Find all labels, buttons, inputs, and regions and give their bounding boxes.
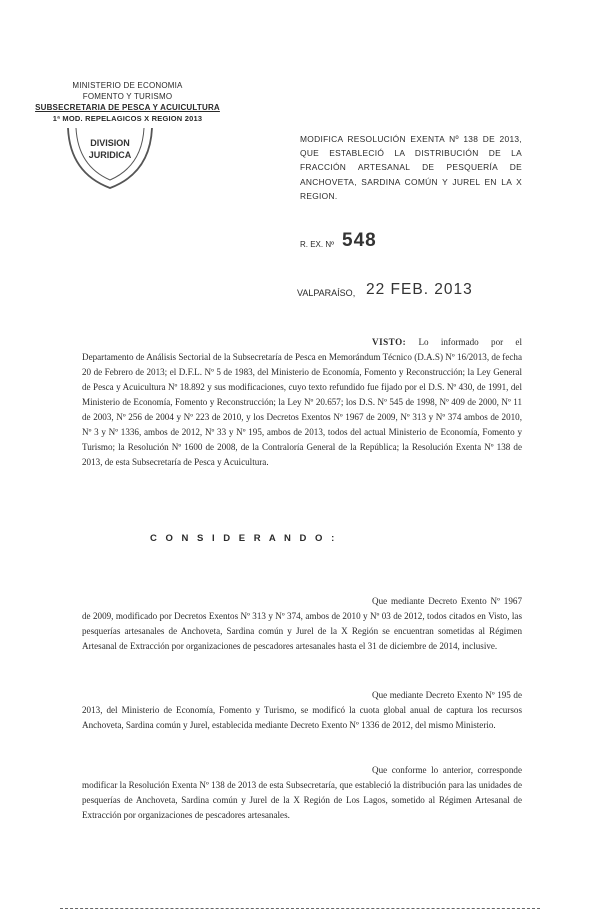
date-stamp: 22 FEB. 2013 [366,281,473,298]
stamp-text-line-2: JURIDICA [88,150,132,160]
header-line-ministry: MINISTERIO DE ECONOMIA [72,81,183,90]
visto-label: VISTO: [372,337,407,347]
header-line-subsecretaria: SUBSECRETARIA DE PESCA Y ACUICULTURA [35,103,220,112]
division-juridica-stamp [60,128,160,190]
considerando-1: Que mediante Decreto Exento Nº 1967 de 2009, modificado por Decretos Exentos Nº 313 y Nº 374, ambos de 2010 y Nº 03 de 2012, todos citados en Visto, las pesquerías artesanales de Anchoveta, Sardina común y Jurel de la X Región se encuentran sometidas al Régimen Artesanal de Extracción por organizaciones de pescadores artesanales hasta el 31 de diciembre de 2014, inclusive. [82,596,522,651]
visto-text: Lo informado por el Departamento de Análisis Sectorial de la Subsecretaría de Pesca en Memorándum Técnico (D.A.S) Nº 16/2013, de fecha 20 de Febrero de 2013; el D.F.L. Nº 5 de 1983, del Ministerio de Economía, Fomento y Reconstrucción; la Ley General de Pesca y Acuicultura Nº 18.892 y sus modificaciones, cuyo texto refundido fue fijado por el D.S. Nº 430, de 1991, del Ministerio de Economía, Fomento y Reconstrucción; la Ley Nº 20.657; los D.S. Nº 545 de 1998, Nº 409 de 2000, Nº 11 de 2003, Nº 256 de 2004 y Nº 223 de 2010, y los Decretos Exentos Nº 1967 de 2009, Nº 313 y Nº 374 ambos de 2010, Nº 3 y Nº 1336, ambos de 2012, Nº 33 y Nº 195, ambos de 2013, todos del actual Ministerio de Economía, Fomento y Turismo; la Resolución Nº 1600 de 2008, de la Contraloría General de la República; la Resolución Exenta Nº 138 de 2013, de esta Subsecretaría de Pesca y Acuicultura. [82,337,522,467]
header-block [20,80,235,124]
considerando-3: Que conforme lo anterior, corresponde modificar la Resolución Exenta Nº 138 de 2013 de esta Subsecretaría, que estableció la distribución para las unidades de pesquerías de Anchoveta, Sardina común y Jurel de la X Región de Los Lagos, sometido al Régimen Artesanal de Extracción por organizaciones de pescadores artesanales. [82,765,522,820]
resolution-number: 548 [342,230,377,251]
footer-divider [60,908,540,909]
stamp-graphic [60,128,160,190]
place-label: VALPARAÍSO, [297,288,356,298]
visto-paragraph [82,335,522,470]
header-line-fomento: FOMENTO Y TURISMO [82,92,173,101]
resolution-label: R. EX. Nº [300,240,335,249]
considerando-title: C O N S I D E R A N D O : [150,533,338,544]
considerando-2: Que mediante Decreto Exento Nº 195 de 2013, del Ministerio de Economía, Fomento y Turismo, se modificó la cuota global anual de captura los recursos Anchoveta, Sardina común y Jurel, establecida mediante Decreto Exento Nº 1336 de 2012, del mismo Ministerio. [82,690,522,730]
subject-heading: MODIFICA RESOLUCIÓN EXENTA Nº 138 DE 2013, QUE ESTABLECIÓ LA DISTRIBUCIÓN DE LA FRACCIÓN ARTESANAL DE PESQUERÍA DE ANCHOVETA, SARDINA COMÚN Y JUREL EN LA X REGION. [300,134,522,201]
header-line-reference: 1ª MOD. REPELAGICOS X REGION 2013 [52,114,203,123]
stamp-text-line-1: DIVISION [90,138,130,148]
